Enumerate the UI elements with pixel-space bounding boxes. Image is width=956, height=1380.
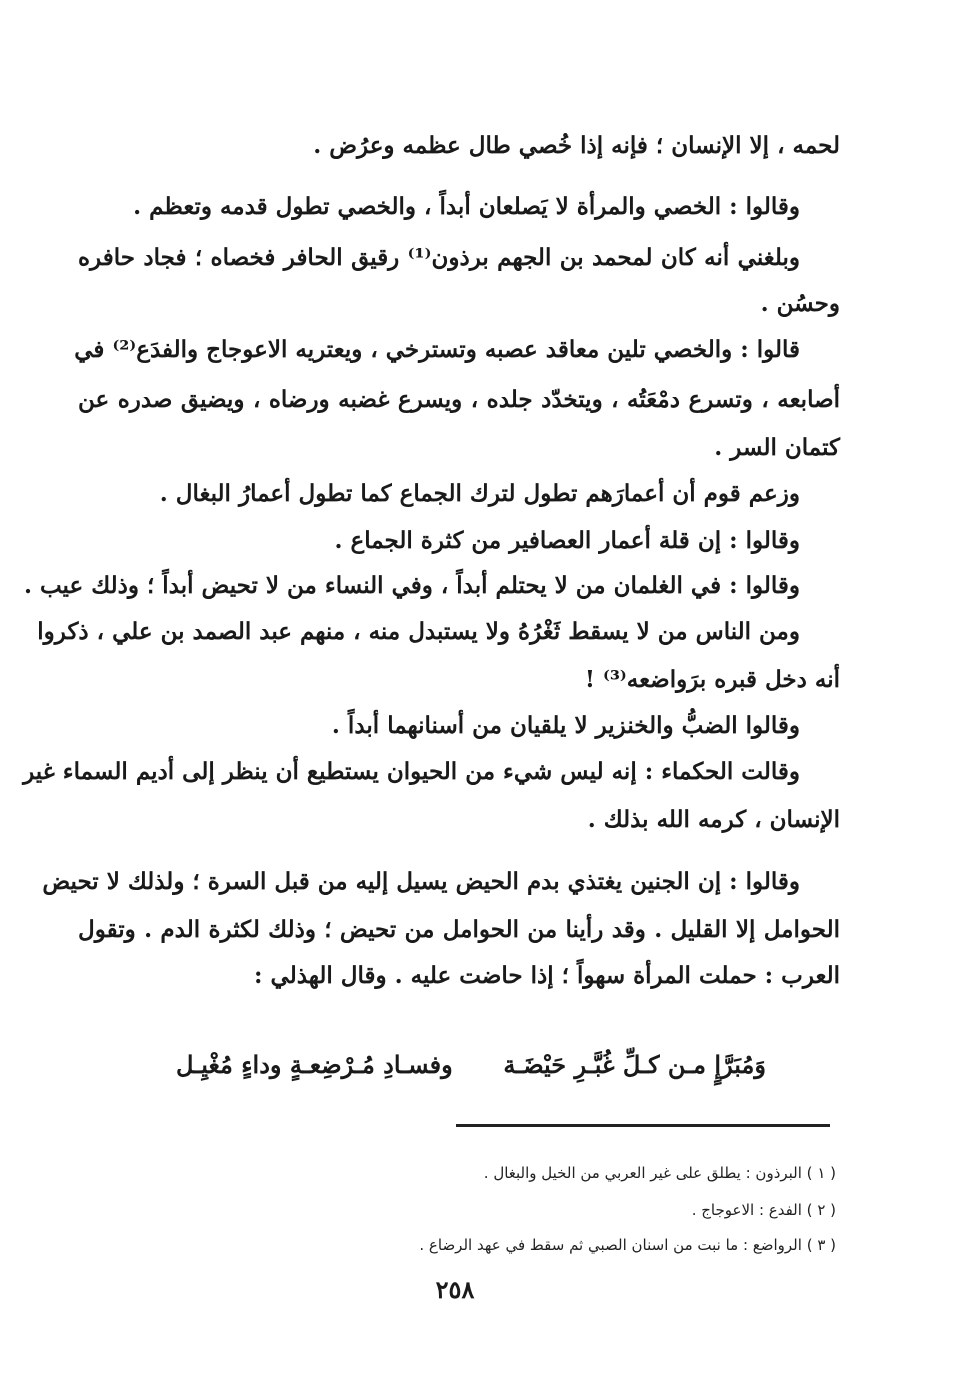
footnote-2: ( ٢ ) الفدع : الاعوجاج . <box>691 1201 836 1219</box>
verse-first-hemistich: وَمُبَرَّإٍ مـن كـلِّ غُبَّـرِ حَيْضَـة <box>503 1050 766 1079</box>
text-line: كتمان السر . <box>714 434 840 461</box>
text-line: وقالوا : في الغلمان من لا يحتلم أبداً ، وفي النساء من لا تحيض أبداً ؛ وذلك عيب . <box>23 572 800 599</box>
verse-second-hemistich: وفسـادِ مُـرْضِعـةٍ وداءٍ مُغْيِـل <box>176 1050 453 1079</box>
text-line: وقالوا : إن الجنين يغتذي بدم الحيض يسيل إليه من قبل السرة ؛ ولذلك لا تحيض <box>42 868 800 895</box>
text-line: لحمه ، إلا الإنسان ؛ فإنه إذا خُصي طال عظمه وعرُض . <box>313 132 840 159</box>
page-number: ٢٥٨ <box>435 1275 475 1304</box>
footnote-separator <box>456 1124 830 1127</box>
text-line: وزعم قوم أن أعمارَهم تطول لترك الجماع كما تطول أعمارُ البغال . <box>159 480 800 507</box>
text-line: وقالوا : إن قلة أعمار العصافير من كثرة الجماع . <box>334 527 800 554</box>
text-line: قالوا : والخصي تلين معاقد عصبه وتسترخي ، ويعتريه الاعوجاج والفدَع⁽²⁾ في <box>74 336 800 363</box>
text-line: وقالوا الضبُّ والخنزير لا يلقيان من أسنانهما أبداً . <box>331 712 800 739</box>
text-line: ومن الناس من لا يسقط ثَغْرُهُ ولا يستبدل منه ، منهم عبد الصمد بن علي ، ذكروا <box>37 618 800 645</box>
text-line: أصابعه ، وتسرع دمْعَتُه ، ويتخدّد جلده ، ويسرع غضبه ورضاه ، ويضيق صدره عن <box>78 386 840 413</box>
footnote-3: ( ٣ ) الرواضع : ما نبت من اسنان الصبي ثم سقط في عهد الرضاع . <box>419 1236 836 1254</box>
text-line: وبلغني أنه كان لمحمد بن الجهم برذون⁽¹⁾ رقيق الحافر فخصاه ؛ فجاد حافره <box>78 244 800 271</box>
text-line: وقالوا : الخصي والمرأة لا يَصلعان أبداً ، والخصي تطول قدمه وتعظم . <box>133 193 800 220</box>
footnote-1: ( ١ ) البرذون : يطلق على غير العربي من الخيل والبغال . <box>483 1164 836 1182</box>
text-line: أنه دخل قبره برَواضعه⁽³⁾ ! <box>584 666 840 693</box>
text-line: وقالت الحكماء : إنه ليس شيء من الحيوان يستطيع أن ينظر إلى أديم السماء غير <box>23 758 800 785</box>
text-line: الحوامل إلا القليل . وقد رأينا من الحوامل من تحيض ؛ وذلك لكثرة الدم . وتقول <box>78 916 840 943</box>
text-line: العرب : حملت المرأة سهواً ؛ إذا حاضت عليه . وقال الهذلي : <box>254 962 840 989</box>
text-line: الإنسان ، كرمه الله بذلك . <box>587 806 840 833</box>
poetry-verse <box>176 1050 766 1090</box>
text-line: وحسُن . <box>760 290 840 317</box>
